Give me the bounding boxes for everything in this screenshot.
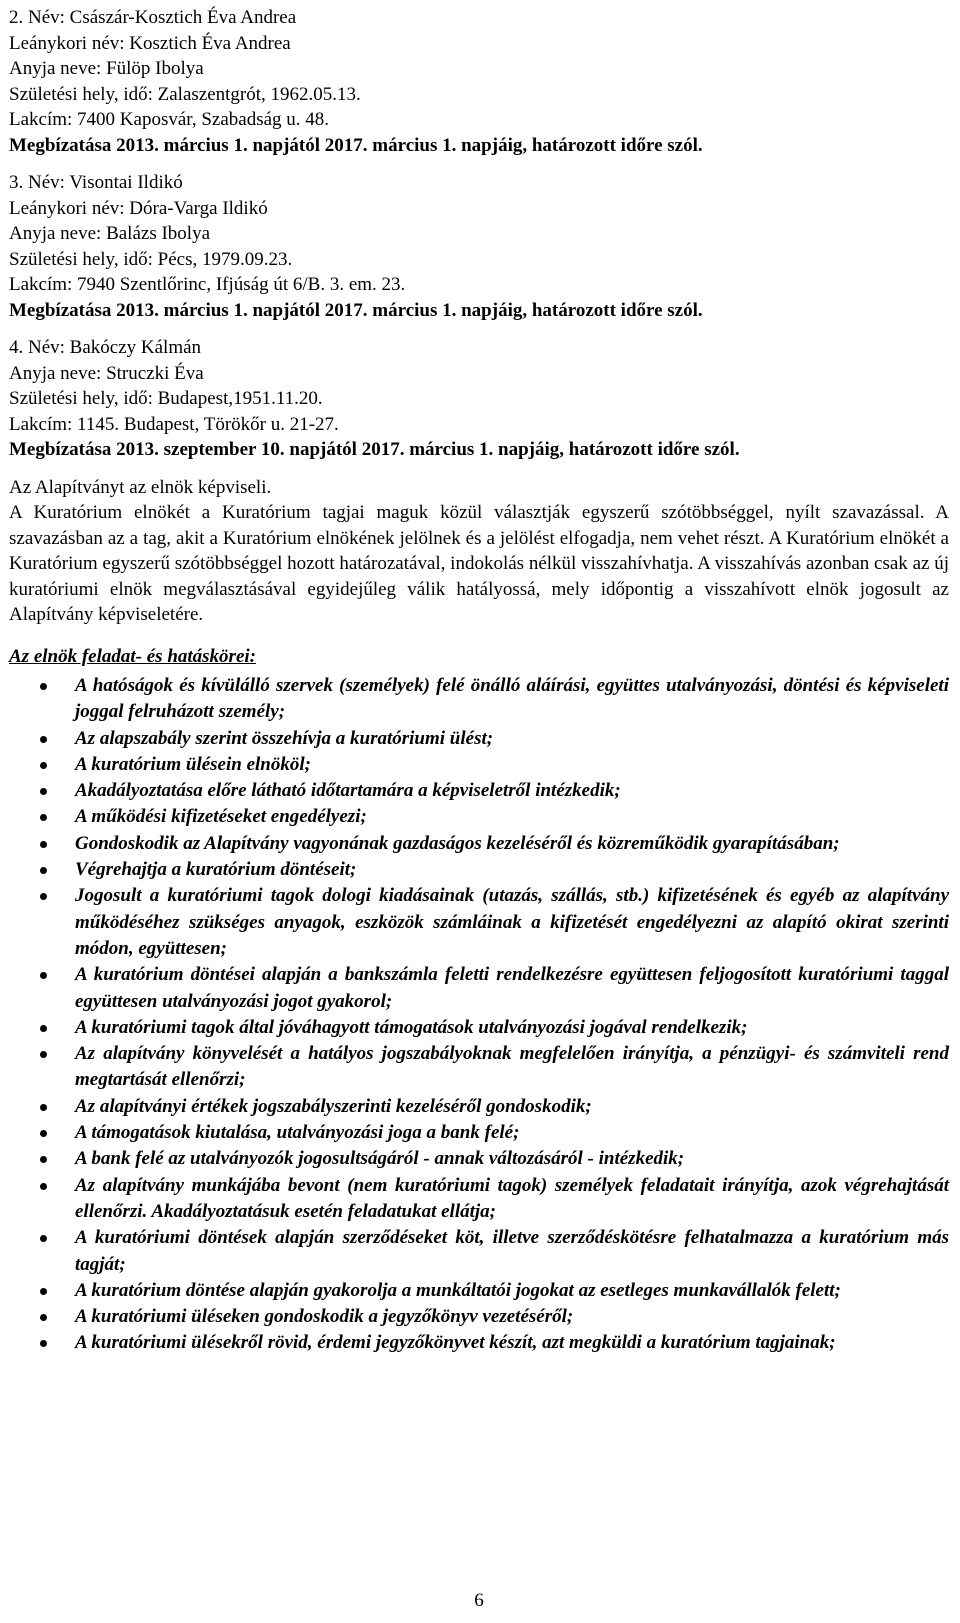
duty-item [9,1146,949,1172]
duty-item [9,1173,949,1226]
duty-text: A hatóságok és kívülálló szervek (személyek) felé önálló aláírási, együttes utalványozási, döntési és képviseleti joggal felruházott személy; [75,675,949,723]
member-mandate: Megbízatása 2013. szeptember 10. napjától 2017. március 1. napjáig, határozott időre szól. [9,439,740,460]
member-mandate: Megbízatása 2013. március 1. napjától 2017. március 1. napjáig, határozott időre szól. [9,134,703,156]
duty-text: A működési kifizetéseket engedélyezi; [75,806,367,828]
member-line: Születési hely, idő: Pécs, 1979.09.23. [9,248,293,270]
duty-item [9,1304,949,1330]
member-block-3 [9,170,949,323]
member-line: Születési hely, idő: Zalaszentgrót, 1962.05.13. [9,83,361,105]
duty-item [9,883,949,962]
duty-item [9,1120,949,1146]
member-line: Anyja neve: Struczki Éva [9,362,204,384]
member-line: Lakcím: 1145. Budapest, Törökőr u. 21-27. [9,413,339,435]
duty-text: Az alapítvány munkájába bevont (nem kuratóriumi tagok) személyek feladatait irányítja, azok végrehajtását ellenőrzi. Akadályoztatásuk esetén feladatukat ellátja; [75,1174,949,1222]
bullet-icon [40,1051,47,1058]
duty-item [9,673,949,726]
duty-text: Végrehajtja a kuratórium döntéseit; [75,859,357,881]
duty-text: A kuratórium döntései alapján a bankszámla feletti rendelkezésre együttesen feljogosított kuratóriumi taggal együttesen utalványozási jogot gyakorol; [75,964,949,1012]
duty-text: A kuratóriumi ülésekről rövid, érdemi jegyzőkönyvet készít, azt megküldi a kuratórium tagjainak; [75,1332,836,1354]
bullet-icon [40,972,47,979]
duty-text: A kuratórium döntése alapján gyakorolja a munkáltatói jogokat az esetleges munkavállalók felett; [75,1279,841,1301]
duty-text: A támogatások kiutalása, utalványozási joga a bank felé; [75,1122,520,1144]
bullet-icon [40,867,47,874]
member-line: Anyja neve: Balázs Ibolya [9,223,211,244]
duty-text: A kuratóriumi döntések alapján szerződéseket köt, illetve szerződéskötésre felhatalmazza a kuratórium más tagját; [75,1227,949,1275]
bullet-icon [40,1340,47,1347]
member-line: Anyja neve: Fülöp Ibolya [9,58,204,79]
bullet-icon [40,1235,47,1242]
duty-item [9,1015,949,1041]
duty-item [9,1094,949,1120]
duty-text: A kuratóriumi üléseken gondoskodik a jegyzőkönyv vezetéséről; [75,1306,574,1328]
duties-list [9,673,949,1357]
election-paragraph: A Kuratórium elnökét a Kuratórium tagjai maguk közül választják egyszerű szótöbbséggel, nyílt szavazással. A szavazásban az a tag, akit a Kuratórium elnökének jelölnek és a jelölést elfogadja, nem vehet részt. A Kuratórium elnökét a Kuratórium egyszerű szótöbbséggel hozott határozatával, indokolás nélkül visszahívhatja. A visszahívás azonban csak az új kuratóriumi elnök megválasztásával egyidejűleg válik hatályossá, mely időpontig a visszahívott elnök jogosult az Alapítvány képviseletére. [9,502,949,625]
bullet-icon [40,736,47,743]
duty-text: Az alapítvány könyvelését a hatályos jogszabályoknak megfelelően irányítja, a pénzügyi- és számviteli rend megtartását ellenőrzi; [75,1043,949,1091]
member-line: Lakcím: 7940 Szentlőrinc, Ifjúság út 6/B. 3. em. 23. [9,274,406,295]
bullet-icon [40,893,47,900]
bullet-icon [40,1130,47,1137]
bullet-icon [40,788,47,795]
bullet-icon [40,762,47,769]
member-line: Leánykori név: Kosztich Éva Andrea [9,32,291,54]
duty-item [9,804,949,830]
member-line: Lakcím: 7400 Kaposvár, Szabadság u. 48. [9,109,330,130]
bullet-icon [40,1314,47,1321]
duty-text: Az alapítványi értékek jogszabályszerinti kezeléséről gondoskodik; [75,1095,592,1117]
duty-item [9,1225,949,1278]
bullet-icon [40,1288,47,1295]
duty-item [9,831,949,857]
duty-item [9,752,949,778]
duty-item [9,778,949,804]
member-line: Születési hely, idő: Budapest,1951.11.20. [9,388,323,409]
bullet-icon [40,814,47,821]
page-number: 6 [474,1590,484,1611]
duty-text: Az alapszabály szerint összehívja a kuratóriumi ülést; [75,727,494,749]
duty-text: A bank felé az utalványozók jogosultságáról - annak változásáról - intézkedik; [75,1148,685,1170]
member-line: 4. Név: Bakóczy Kálmán [9,337,202,358]
duty-text: Akadályoztatása előre látható időtartamára a képviseletről intézkedik; [75,780,621,802]
member-mandate: Megbízatása 2013. március 1. napjától 2017. március 1. napjáig, határozott időre szól. [9,299,703,321]
member-line: 2. Név: Császár-Kosztich Éva Andrea [9,7,297,28]
duty-item [9,962,949,1015]
member-block-2 [9,5,949,158]
duties-heading: Az elnök feladat- és hatáskörei: [9,645,256,667]
bullet-icon [40,1025,47,1032]
page-content [9,5,949,1611]
duty-text: Gondoskodik az Alapítvány vagyonának gazdaságos kezeléséről és közreműködik gyarapításában; [75,832,840,854]
member-line: 3. Név: Visontai Ildikó [9,172,183,193]
duty-item [9,1330,949,1356]
duty-text: A kuratórium ülésein elnököl; [75,753,311,775]
bullet-icon [40,683,47,690]
representation-line: Az Alapítványt az elnök képviseli. [9,476,272,498]
bullet-icon [40,1104,47,1111]
bullet-icon [40,1156,47,1163]
duty-item [9,726,949,752]
member-line: Leánykori név: Dóra-Varga Ildikó [9,197,268,219]
duty-text: A kuratóriumi tagok által jóváhagyott támogatások utalványozási jogával rendelkezik; [75,1016,748,1038]
duty-item [9,857,949,883]
duty-item [9,1041,949,1094]
duty-item [9,1278,949,1304]
bullet-icon [40,1183,47,1190]
bullet-icon [40,841,47,848]
duty-text: Jogosult a kuratóriumi tagok dologi kiadásainak (utazás, szállás, stb.) kifizetésének és egyéb az alapítvány működéséhez szükséges anyagok, eszközök számláinak a kifizetését engedélyezni az alapító okirat szerinti módon, együttesen; [75,885,949,959]
member-block-4 [9,335,949,463]
